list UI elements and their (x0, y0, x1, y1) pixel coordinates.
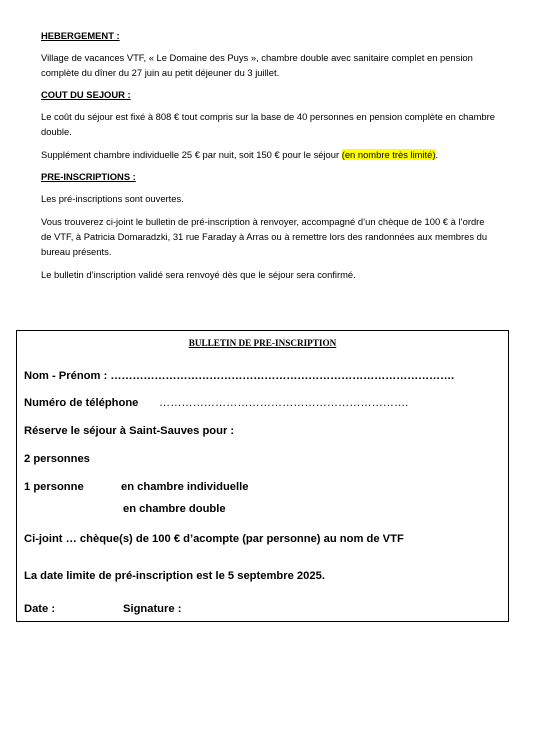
cout-heading: COUT DU SEJOUR : (41, 89, 131, 100)
hebergement-text: Village de vacances VTF, « Le Domaine des Puys », chambre double avec sanitaire complet en pension complète du dîner du 27 juin au petit déjeuner du 3 juillet. (41, 52, 473, 78)
reserve-text: Réserve le séjour à Saint-Sauves pour : (24, 425, 235, 437)
preinscriptions-instructions: Vous trouverez ci-joint le bulletin de pré-inscription à renvoyer, accompagné d’un chèque de 100 € à l’ordre de VTF, à Patricia Domaradzki, 31 rue Faraday à Arras ou à remettre lors des randonnées aux membres du bureau présents. (41, 216, 488, 257)
one-person-option[interactable]: 1 personne (24, 481, 84, 493)
date-label: Date : (24, 603, 56, 615)
double-room-option[interactable]: en chambre double (123, 503, 226, 515)
name-field-dots[interactable]: …………………………………………………………………………………. (110, 370, 454, 382)
registration-form-box (16, 330, 509, 622)
info-section (41, 28, 496, 282)
cout-text: Le coût du séjour est fixé à 808 € tout compris sur la base de 40 personnes en pension complète en chambre double. (41, 111, 495, 137)
preinscriptions-open-text: Les pré-inscriptions sont ouvertes. (41, 193, 184, 204)
name-label: Nom - Prénom : (24, 370, 111, 382)
hebergement-heading: HEBERGEMENT : (41, 30, 120, 41)
two-persons-option[interactable]: 2 personnes (24, 453, 90, 465)
preinscriptions-confirmation: Le bulletin d’inscription validé sera renvoyé dès que le séjour sera confirmé. (41, 269, 356, 280)
phone-field-dots[interactable]: …………………………………………………………. (159, 397, 409, 409)
form-title: BULLETIN DE PRE-INSCRIPTION (188, 338, 337, 348)
highlighted-limited-note: (en nombre très limité) (341, 149, 436, 160)
name-field-line (24, 370, 454, 382)
signature-label: Signature : (123, 603, 182, 615)
supplement-text (41, 147, 496, 162)
single-room-option[interactable]: en chambre individuelle (121, 481, 249, 493)
preinscriptions-heading: PRE-INSCRIPTIONS : (41, 171, 136, 182)
cheque-text: Ci-joint … chèque(s) de 100 € d’acompte (par personne) au nom de VTF (24, 533, 404, 545)
deadline-text: La date limite de pré-inscription est le 5 septembre 2025. (24, 570, 325, 582)
supplement-text-end: . (435, 149, 439, 160)
supplement-text-start: Supplément chambre individuelle 25 € par nuit, soit 150 € pour le séjour (41, 149, 342, 160)
phone-label: Numéro de téléphone (24, 397, 139, 409)
